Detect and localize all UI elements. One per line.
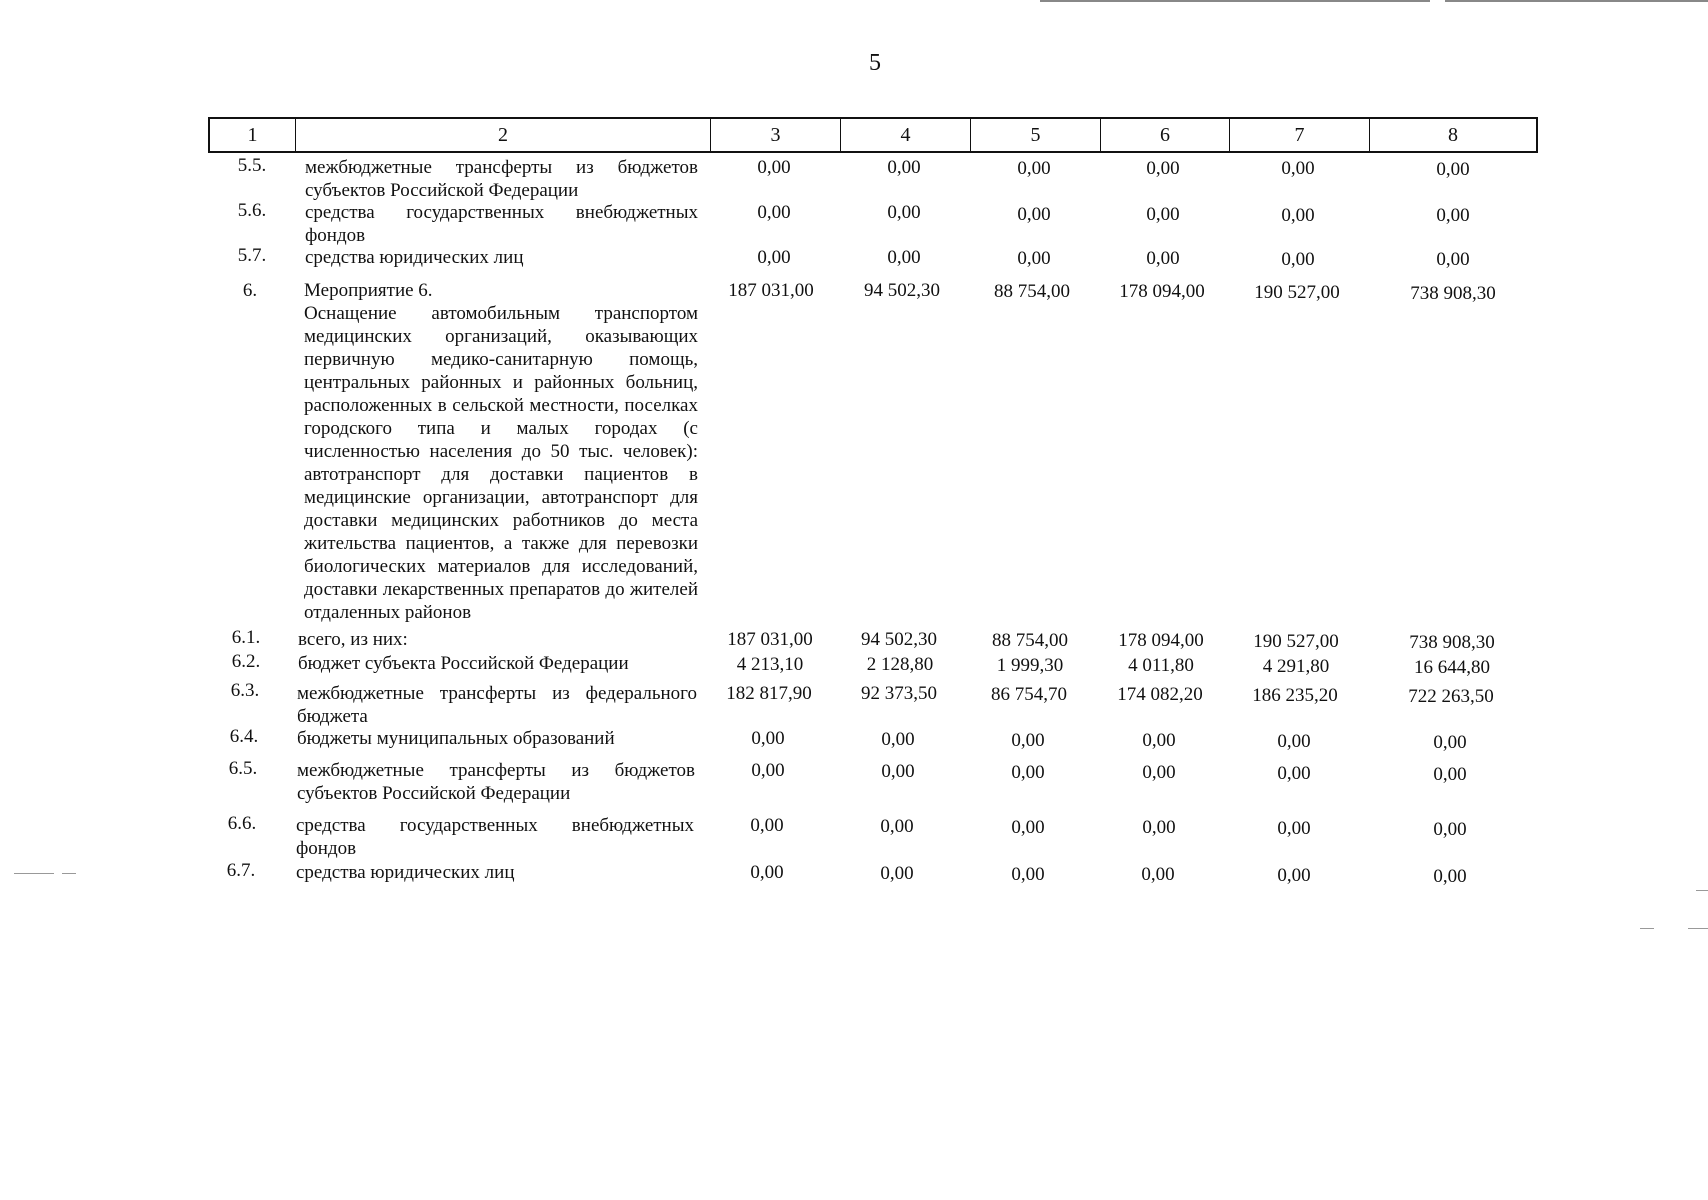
row-number: 6.: [242, 280, 258, 301]
value-cell: 1 999,30: [996, 655, 1064, 676]
value-cell: 88 754,00: [994, 281, 1070, 302]
top-scan-rule: [1040, 0, 1430, 2]
value-cell: 86 754,70: [991, 684, 1067, 705]
row-description: Оснащение автомобильным транспортом медицинских организаций, оказывающих первичную медико-санитарную помощь, центральных районных и районных больниц, расположенных в сельской местности, поселках городского типа и малых городах (с численностью населения до 50 тыс. человек): автотранспорт для доставки пациентов в медицинские организации, автотранспорт для доставки медицинских работников до места жительства пациентов, а также для перевозки биологических материалов для исследований, доставки лекарственных препаратов до жителей отдаленных районов: [304, 303, 698, 623]
scan-speck: [62, 873, 76, 874]
value-cell: 0,00: [1433, 866, 1467, 887]
value-cell: 0,00: [751, 728, 785, 749]
value-cell: 4 213,10: [736, 654, 804, 675]
value-cell: 94 502,30: [864, 280, 940, 301]
value-cell: 0,00: [757, 157, 791, 178]
scan-speck: [14, 873, 54, 874]
value-cell: 0,00: [880, 863, 914, 884]
header-cell: 1: [210, 119, 296, 151]
header-cell: 4: [841, 119, 971, 151]
value-cell: 0,00: [1277, 763, 1311, 784]
value-cell: 0,00: [751, 760, 785, 781]
value-cell: 0,00: [1017, 204, 1051, 225]
value-cell: 0,00: [1433, 764, 1467, 785]
value-cell: 94 502,30: [861, 629, 937, 650]
row-description: межбюджетные трансферты из федерального бюджета: [297, 683, 697, 727]
row-number: 6.6.: [227, 813, 257, 834]
value-cell: 0,00: [750, 815, 784, 836]
row-number: 6.2.: [231, 651, 261, 672]
value-cell: 0,00: [1142, 762, 1176, 783]
row-description: средства государственных внебюджетных фондов: [305, 202, 698, 246]
scan-speck: [1696, 890, 1708, 891]
row-number: 6.7.: [226, 860, 256, 881]
value-cell: 0,00: [1146, 204, 1180, 225]
value-cell: 0,00: [1146, 158, 1180, 179]
header-cell: 2: [296, 119, 711, 151]
value-cell: 182 817,90: [726, 683, 812, 704]
top-scan-rule: [1445, 0, 1708, 2]
value-cell: 0,00: [1011, 730, 1045, 751]
value-cell: 0,00: [1436, 249, 1470, 270]
row-description: бюджеты муниципальных образований: [297, 728, 615, 749]
value-cell: 0,00: [1011, 762, 1045, 783]
value-cell: 0,00: [1017, 158, 1051, 179]
value-cell: 0,00: [1281, 158, 1315, 179]
value-cell: 0,00: [1142, 817, 1176, 838]
header-cell: 5: [971, 119, 1101, 151]
value-cell: 0,00: [1011, 817, 1045, 838]
value-cell: 16 644,80: [1414, 657, 1490, 678]
measure-title: Мероприятие 6.: [304, 280, 433, 301]
row-description: всего, из них:: [298, 629, 408, 650]
value-cell: 722 263,50: [1408, 686, 1494, 707]
value-cell: 190 527,00: [1254, 282, 1340, 303]
value-cell: 0,00: [881, 761, 915, 782]
header-cell: 8: [1448, 123, 1458, 146]
value-cell: 4 291,80: [1262, 656, 1330, 677]
value-cell: 0,00: [1277, 818, 1311, 839]
value-cell: 88 754,00: [992, 630, 1068, 651]
row-number: 5.6.: [237, 200, 267, 221]
row-number: 6.4.: [229, 726, 259, 747]
value-cell: 0,00: [887, 157, 921, 178]
value-cell: 190 527,00: [1253, 631, 1339, 652]
value-cell: 187 031,00: [727, 629, 813, 650]
value-cell: 0,00: [1433, 732, 1467, 753]
value-cell: 0,00: [1436, 205, 1470, 226]
row-number: 5.7.: [237, 245, 267, 266]
value-cell: 92 373,50: [861, 683, 937, 704]
value-cell: 0,00: [1141, 864, 1175, 885]
row-number: 5.5.: [237, 155, 267, 176]
value-cell: 0,00: [1146, 248, 1180, 269]
value-cell: 0,00: [1277, 731, 1311, 752]
value-cell: 178 094,00: [1119, 281, 1205, 302]
scan-speck: [1688, 928, 1708, 929]
table-header-row: [208, 117, 1538, 153]
value-cell: 0,00: [887, 202, 921, 223]
value-cell: 0,00: [1281, 249, 1315, 270]
row-description: межбюджетные трансферты из бюджетов субъектов Российской Федерации: [297, 760, 695, 804]
value-cell: 0,00: [757, 247, 791, 268]
value-cell: 738 908,30: [1410, 283, 1496, 304]
row-number: 6.1.: [231, 627, 261, 648]
value-cell: 0,00: [1277, 865, 1311, 886]
value-cell: 0,00: [887, 247, 921, 268]
value-cell: 178 094,00: [1118, 630, 1204, 651]
row-description: средства юридических лиц: [305, 247, 524, 268]
value-cell: 0,00: [881, 729, 915, 750]
header-cell: 7: [1230, 119, 1370, 151]
row-description: бюджет субъекта Российской Федерации: [298, 653, 629, 674]
row-description: средства государственных внебюджетных фондов: [296, 815, 694, 859]
value-cell: 0,00: [1142, 730, 1176, 751]
value-cell: 187 031,00: [728, 280, 814, 301]
row-number: 6.3.: [230, 680, 260, 701]
scan-speck: [1640, 928, 1654, 929]
value-cell: 0,00: [1436, 159, 1470, 180]
value-cell: 186 235,20: [1252, 685, 1338, 706]
header-cell: 6: [1101, 119, 1230, 151]
value-cell: 0,00: [1011, 864, 1045, 885]
value-cell: 174 082,20: [1117, 684, 1203, 705]
value-cell: 0,00: [880, 816, 914, 837]
row-description: межбюджетные трансферты из бюджетов субъектов Российской Федерации: [305, 157, 698, 201]
row-description: средства юридических лиц: [296, 862, 515, 883]
value-cell: 0,00: [757, 202, 791, 223]
value-cell: 2 128,80: [866, 654, 934, 675]
header-cell: 3: [711, 119, 841, 151]
page-number: 5: [869, 50, 881, 76]
value-cell: 0,00: [1433, 819, 1467, 840]
value-cell: 4 011,80: [1128, 655, 1194, 676]
value-cell: 738 908,30: [1409, 632, 1495, 653]
value-cell: 0,00: [1017, 248, 1051, 269]
value-cell: 0,00: [1281, 205, 1315, 226]
value-cell: 0,00: [750, 862, 784, 883]
row-number: 6.5.: [228, 758, 258, 779]
